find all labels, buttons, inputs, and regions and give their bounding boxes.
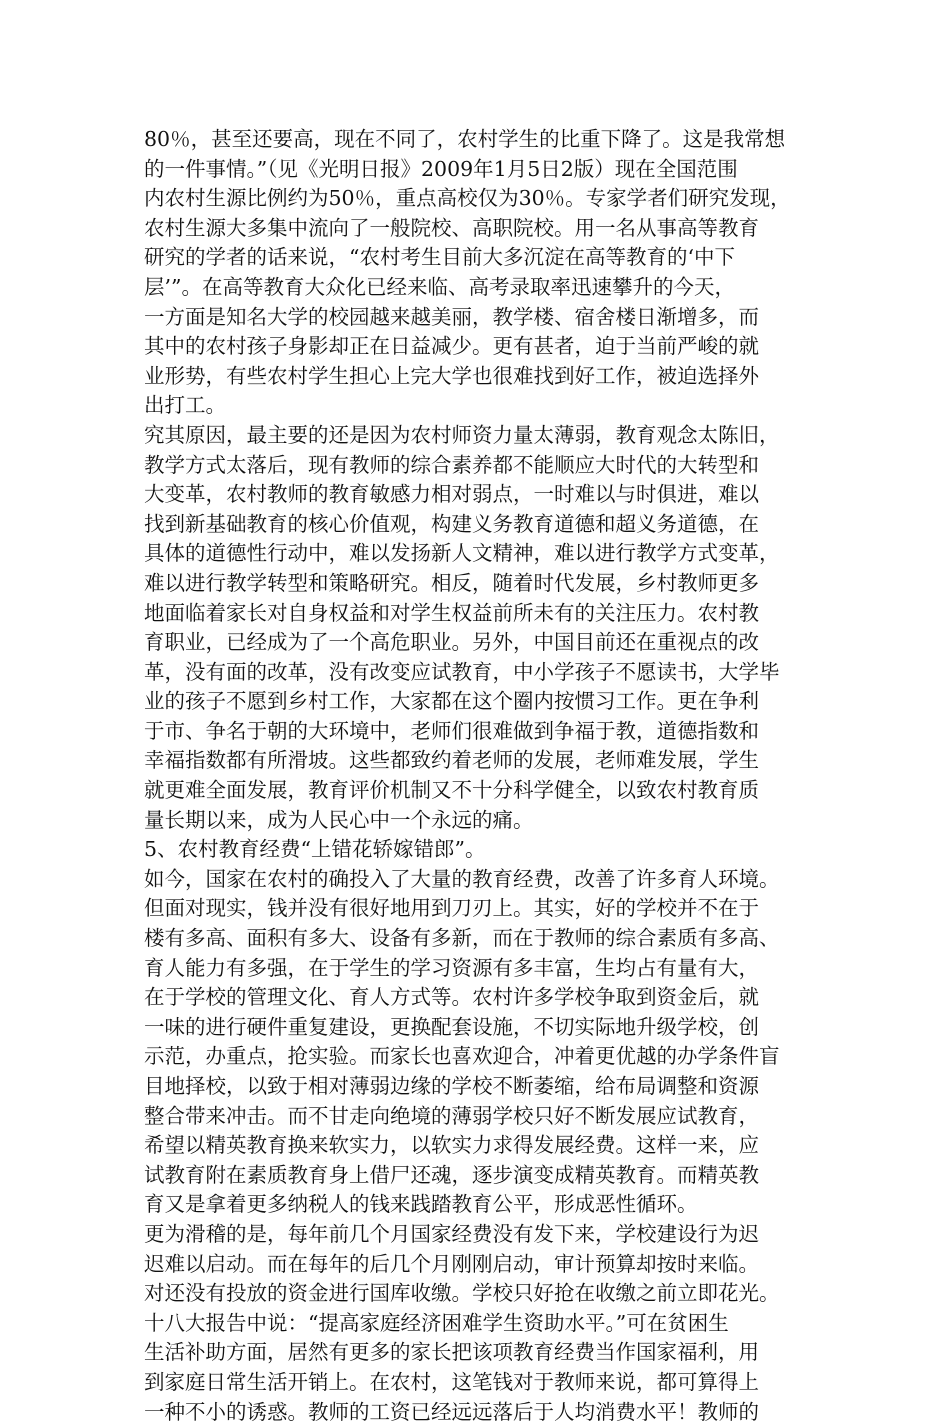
text-line: 示范，办重点，抢实验。而家长也喜欢迎合，冲着更优越的办学条件盲 bbox=[144, 1044, 780, 1069]
text-line: 育人能力有多强，在于学生的学习资源有多丰富，生均占有量有大， bbox=[144, 955, 759, 980]
text-line: 大变革，农村教师的教育敏感力相对弱点，一时难以与时俱进，难以 bbox=[144, 482, 759, 507]
text-line: 教学方式太落后，现有教师的综合素养都不能顺应大时代的大转型和 bbox=[144, 452, 759, 477]
text-line: 楼有多高、面积有多大、设备有多新，而在于教师的综合素质有多高、 bbox=[144, 926, 780, 951]
text-line: 整合带来冲击。而不甘走向绝境的薄弱学校只好不断发展应试教育， bbox=[144, 1103, 759, 1128]
text-line: 更为滑稽的是，每年前几个月国家经费没有发下来，学校建设行为迟 bbox=[144, 1221, 759, 1246]
text-line: 一味的进行硬件重复建设，更换配套设施，不切实际地升级学校，创 bbox=[144, 1014, 759, 1039]
text-line: 革，没有面的改革，没有改变应试教育，中小学孩子不愿读书，大学毕 bbox=[144, 659, 780, 684]
text-line: 育职业，已经成为了一个高危职业。另外，中国目前还在重视点的改 bbox=[144, 630, 759, 655]
text-line: 试教育附在素质教育身上借尸还魂，逐步演变成精英教育。而精英教 bbox=[144, 1162, 759, 1187]
text-line: 如今，国家在农村的确投入了大量的教育经费，改善了许多育人环境。 bbox=[144, 866, 780, 891]
text-line: 于市、争名于朝的大环境中，老师们很难做到争福于教，道德指数和 bbox=[144, 718, 759, 743]
text-line: 层’”。在高等教育大众化已经来临、高考录取率迅速攀升的今天， bbox=[144, 274, 735, 299]
text-line: 业的孩子不愿到乡村工作，大家都在这个圈内按惯习工作。更在争利 bbox=[144, 689, 759, 714]
section-heading: 5、农村教育经费“上错花轿嫁错郎”。 bbox=[144, 837, 486, 862]
text-line: 80％，甚至还要高，现在不同了，农村学生的比重下降了。这是我常想 bbox=[144, 127, 786, 151]
text-line: 一方面是知名大学的校园越来越美丽，教学楼、宿舍楼日渐增多，而 bbox=[144, 304, 759, 329]
body-text bbox=[144, 125, 824, 1427]
text-line: 难以进行教学转型和策略研究。相反，随着时代发展，乡村教师更多 bbox=[144, 570, 759, 595]
text-line: 找到新基础教育的核心价值观，构建义务教育道德和超义务道德，在 bbox=[144, 511, 759, 536]
text-line: 到家庭日常生活开销上。在农村，这笔钱对于教师来说，都可算得上 bbox=[144, 1369, 759, 1394]
text-line: 出打工。 bbox=[144, 393, 226, 418]
text-line: 对还没有投放的资金进行国库收缴。学校只好抢在收缴之前立即花光。 bbox=[144, 1281, 780, 1306]
text-line: 就更难全面发展，教育评价机制又不十分科学健全，以致农村教育质 bbox=[144, 778, 759, 803]
text-line: 其中的农村孩子身影却正在日益减少。更有甚者，迫于当前严峻的就 bbox=[144, 334, 759, 359]
text-line: 的一件事情。”（见《光明日报》2009年1月5日2版）现在全国范围 bbox=[144, 156, 738, 181]
text-line: 希望以精英教育换来软实力，以软实力求得发展经费。这样一来，应 bbox=[144, 1133, 759, 1158]
text-line: 十八大报告中说：“提高家庭经济困难学生资助水平。”可在贫困生 bbox=[144, 1310, 729, 1335]
text-line: 量长期以来，成为人民心中一个永远的痛。 bbox=[144, 807, 534, 832]
text-line: 生活补助方面，居然有更多的家长把该项教育经费当作国家福利，用 bbox=[144, 1340, 759, 1365]
text-line: 具体的道德性行动中，难以发扬新人文精神，难以进行教学方式变革， bbox=[144, 541, 780, 566]
text-line: 幸福指数都有所滑坡。这些都致约着老师的发展，老师难发展，学生 bbox=[144, 748, 759, 773]
text-line: 研究的学者的话来说，“农村考生目前大多沉淀在高等教育的‘中下 bbox=[144, 245, 735, 270]
text-line: 业形势，有些农村学生担心上完大学也很难找到好工作，被迫选择外 bbox=[144, 363, 759, 388]
text-line: 目地择校，以致于相对薄弱边缘的学校不断萎缩，给布局调整和资源 bbox=[144, 1074, 759, 1098]
text-line: 一种不小的诱惑。教师的工资已经远远落后于人均消费水平！教师的 bbox=[144, 1399, 759, 1424]
text-line: 究其原因，最主要的还是因为农村师资力量太薄弱，教育观念太陈旧， bbox=[144, 422, 780, 447]
text-line: 地面临着家长对自身权益和对学生权益前所未有的关注压力。农村教 bbox=[144, 600, 759, 625]
text-line: 育又是拿着更多纳税人的钱来践踏教育公平，形成恶性循环。 bbox=[144, 1192, 698, 1217]
text-line: 在于学校的管理文化、育人方式等。农村许多学校争取到资金后，就 bbox=[144, 985, 759, 1010]
text-line: 迟难以启动。而在每年的后几个月刚刚启动，审计预算却按时来临。 bbox=[144, 1251, 759, 1276]
text-line: 内农村生源比例约为50％，重点高校仅为30％。专家学者们研究发现， bbox=[144, 186, 791, 211]
text-line: 农村生源大多集中流向了一般院校、高职院校。用一名从事高等教育 bbox=[144, 215, 759, 240]
text-line: 但面对现实，钱并没有很好地用到刀刃上。其实，好的学校并不在于 bbox=[144, 896, 759, 921]
